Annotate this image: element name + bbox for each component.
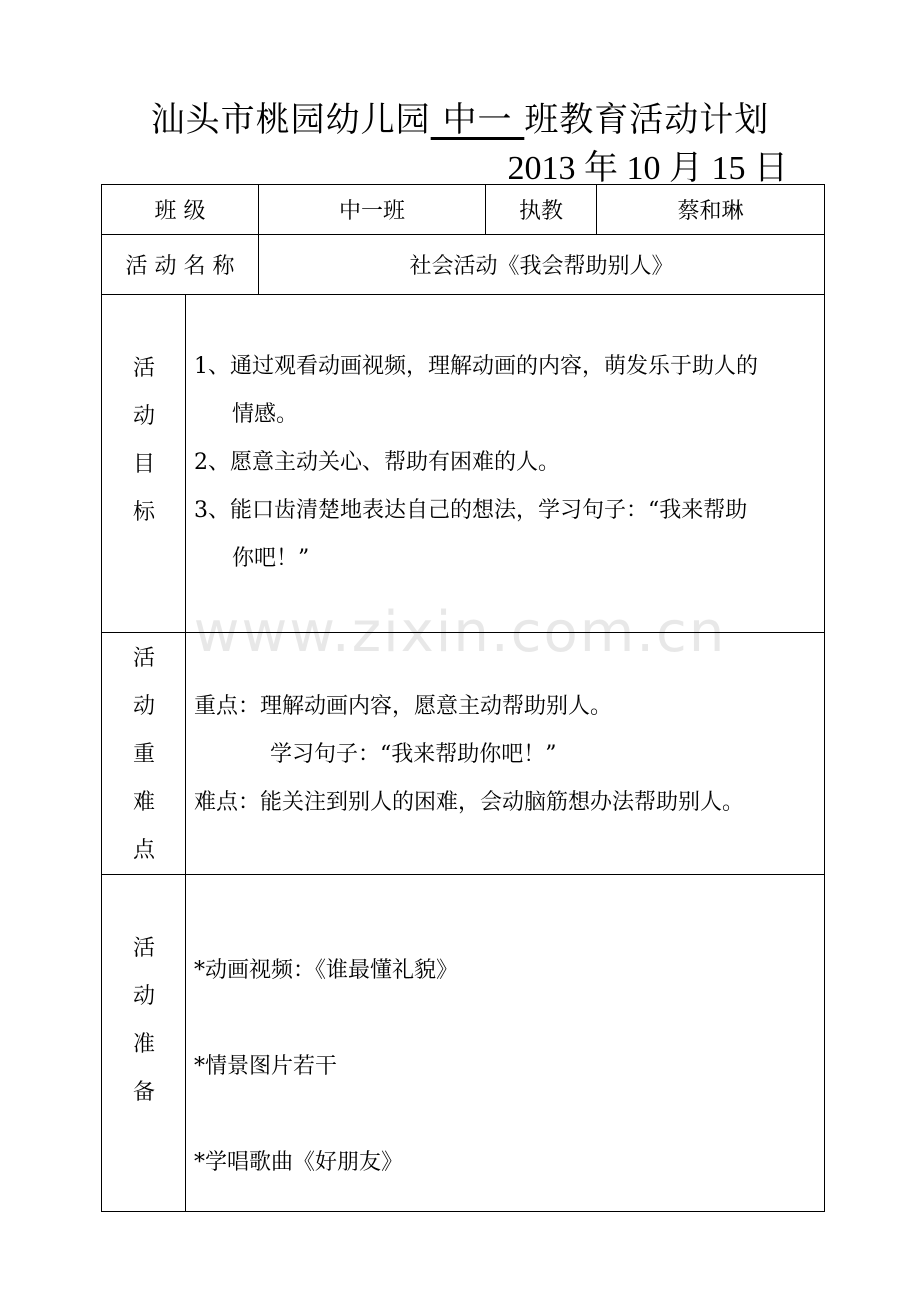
preparation-label: [102, 925, 186, 1117]
page-title: [0, 92, 920, 141]
goal-line: 3、能口齿清楚地表达自己的想法，学习句子：“我来帮助: [194, 498, 748, 523]
goal-line: 你吧！”: [232, 546, 310, 571]
class-value: 中一班: [338, 199, 405, 224]
teacher-value: 蔡和琳: [677, 199, 744, 224]
watermark: www.zixin.com.cn: [193, 600, 727, 665]
goals-label-char: 标: [132, 500, 155, 525]
key-points-label-char: 点: [132, 838, 155, 863]
key-points-label-char: 重: [132, 742, 155, 767]
preparation-label-char: 活: [132, 936, 155, 961]
key-point-line: 学习句子：“我来帮助你吧！”: [270, 742, 557, 767]
plan-table: [101, 184, 825, 1212]
goal-line: 情感。: [232, 402, 299, 427]
row-divider: [102, 874, 824, 875]
goals-label-char: 动: [132, 404, 155, 429]
goals-content: [194, 343, 758, 583]
preparation-item: *学唱歌曲《好朋友》: [194, 1150, 404, 1175]
preparation-item: *动画视频：《谁最懂礼貌》: [194, 958, 459, 983]
preparation-label-char: 备: [132, 1080, 155, 1105]
goals-label-char: 目: [132, 452, 155, 477]
preparation-label-char: 准: [132, 1032, 155, 1057]
title-prefix: 汕头市桃园幼儿园: [150, 100, 431, 140]
goal-line: 1、通过观看动画视频，理解动画的内容，萌发乐于助人的: [194, 354, 758, 379]
key-points-label-char: 活: [132, 646, 155, 671]
activity-name-value: 社会活动《我会帮助别人》: [409, 254, 674, 279]
key-points-label: [102, 635, 186, 875]
goals-label: [102, 345, 186, 537]
preparation-content: [194, 923, 458, 1211]
key-points-label-char: 难: [132, 790, 155, 815]
class-label: 班 级: [154, 199, 206, 224]
goal-line: 2、愿意主动关心、帮助有困难的人。: [194, 450, 560, 475]
key-points-label-char: 动: [132, 694, 155, 719]
row-divider: [102, 294, 824, 295]
goals-label-char: 活: [132, 356, 155, 381]
key-points-content: [194, 683, 744, 827]
title-suffix: 班教育活动计划: [524, 100, 770, 140]
activity-name-label: 活 动 名 称: [125, 254, 235, 279]
key-point-line: 重点：理解动画内容，愿意主动帮助别人。: [194, 694, 613, 719]
teacher-label: 执教: [518, 199, 563, 224]
key-point-line: 难点：能关注到别人的困难，会动脑筋想办法帮助别人。: [194, 790, 745, 815]
title-class-blank: 中一: [430, 100, 525, 140]
preparation-item: *情景图片若干: [194, 1054, 338, 1079]
preparation-label-char: 动: [132, 984, 155, 1009]
plan-date: 2013 年 10 月 15 日: [507, 150, 788, 187]
